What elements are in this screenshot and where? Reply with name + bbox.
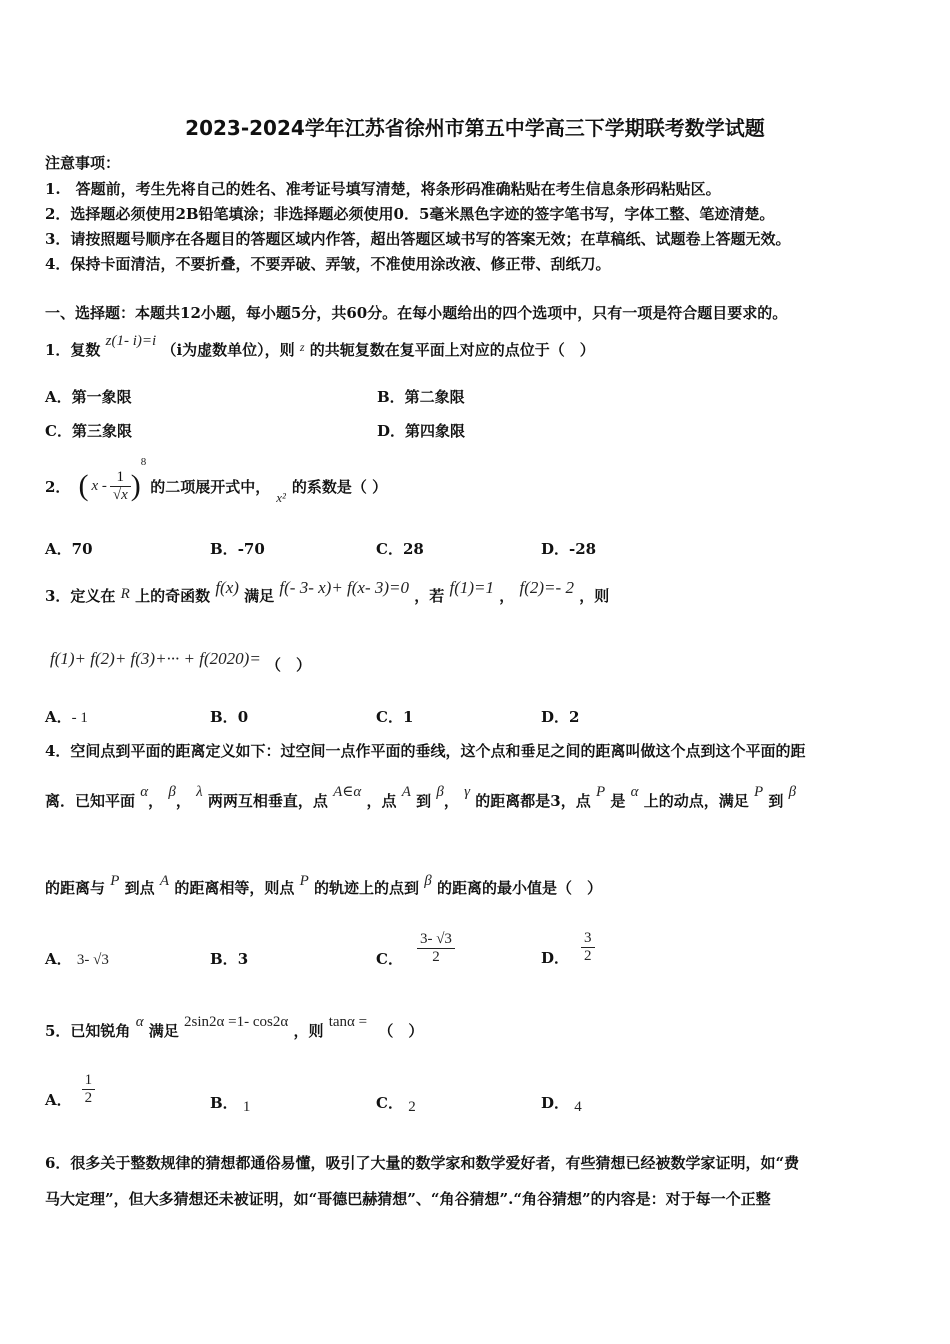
q2-mid: 的二项展开式中， bbox=[150, 477, 271, 496]
q2-term: x² bbox=[276, 490, 286, 505]
q2-exp: 8 bbox=[140, 456, 147, 468]
option-label: C． bbox=[376, 949, 403, 968]
notice-item: 1. 答题前，考生先将自己的姓名、准考证号填写清楚，将条形码准确粘贴在考生信息条形码粘贴区。 bbox=[45, 180, 721, 198]
separator: ， bbox=[148, 792, 164, 810]
q4-option-c[interactable] bbox=[376, 926, 455, 970]
beta-symbol: β bbox=[788, 784, 797, 800]
q4-line-3 bbox=[45, 873, 602, 898]
q4-l3c: 的距离相等，则点 bbox=[174, 879, 295, 897]
q3-sum: f(1)+ f(2)+ f(3)+··· + f(2020)= bbox=[50, 649, 261, 668]
q3-option-c[interactable] bbox=[376, 706, 413, 727]
gamma-symbol: γ bbox=[464, 784, 471, 800]
q2-option-b[interactable] bbox=[210, 538, 265, 559]
option-label: C． bbox=[376, 540, 403, 558]
option-label: B． bbox=[210, 708, 238, 726]
option-label: D． bbox=[541, 708, 570, 726]
option-value: -28 bbox=[569, 540, 597, 558]
q2-option-d[interactable] bbox=[541, 538, 596, 559]
q4-l3a: 的距离与 bbox=[45, 879, 106, 897]
q5-eq: 2sin2α =1- cos2α bbox=[184, 1014, 289, 1030]
left-paren: ( bbox=[78, 469, 89, 502]
q3-prefix: 3．定义在 bbox=[45, 587, 116, 605]
q4-d-fraction bbox=[581, 930, 595, 965]
option-label: D． bbox=[541, 1094, 570, 1112]
q3-t1: 上的奇函数 bbox=[135, 587, 211, 605]
q4-line-1: 4．空间点到平面的距离定义如下：过空间一点作平面的垂线，这个点和垂足之间的距离叫做这个点到这个平面的距 bbox=[45, 742, 806, 760]
point-A: A bbox=[401, 784, 411, 800]
q1-option-b[interactable]: B．第二象限 bbox=[377, 388, 465, 406]
notice-item: 3．请按照题号顺序在各题目的答题区域内作答，超出答题区域书写的答案无效；在草稿纸、试题卷上答题无效。 bbox=[45, 230, 791, 248]
option-value: 1 bbox=[242, 1099, 251, 1115]
frac-den: 2 bbox=[581, 947, 595, 965]
q4-option-b[interactable] bbox=[210, 948, 248, 969]
option-value: 3- √3 bbox=[76, 952, 109, 968]
q5-t1: 满足 bbox=[148, 1022, 179, 1040]
q4-l2g: 上的动点，满足 bbox=[643, 792, 749, 810]
q2-x: x - bbox=[91, 477, 107, 494]
point-P: P bbox=[299, 873, 309, 889]
alpha-symbol: α bbox=[140, 784, 149, 800]
q2-option-c[interactable] bbox=[376, 538, 424, 559]
q4-l2e: 的距离都是3，点 bbox=[475, 792, 591, 810]
q4-line-2 bbox=[45, 784, 797, 811]
point-P: P bbox=[753, 784, 764, 800]
frac-num: 1 bbox=[84, 1071, 93, 1088]
question-5 bbox=[45, 1014, 424, 1041]
option-value: 0 bbox=[237, 708, 249, 726]
q5-option-c[interactable] bbox=[376, 1092, 416, 1113]
lambda-symbol: λ bbox=[196, 784, 203, 800]
q3-paren: （ ） bbox=[266, 656, 312, 674]
q3-option-b[interactable] bbox=[210, 706, 248, 727]
q5-option-d[interactable] bbox=[541, 1092, 582, 1113]
page-title: 2023-2024学年江苏省徐州市第五中学高三下学期联考数学试题 bbox=[185, 116, 765, 140]
option-label: B． bbox=[210, 950, 238, 968]
q1-formula: z(1- i)=i bbox=[105, 333, 157, 349]
separator: ， bbox=[175, 792, 191, 810]
q3-sum-line bbox=[50, 648, 312, 674]
q4-l2h: 到 bbox=[768, 792, 784, 810]
q5-tan: tanα = bbox=[328, 1014, 368, 1030]
option-label: B． bbox=[210, 540, 238, 558]
q3-t3: ，若 bbox=[414, 587, 445, 605]
option-value: 1 bbox=[402, 708, 414, 726]
point-P: P bbox=[595, 784, 606, 800]
q5-paren: （ ） bbox=[378, 1022, 424, 1040]
separator: ， bbox=[443, 792, 459, 810]
option-label: C． bbox=[376, 1094, 403, 1112]
q1-suffix: 的共轭复数在复平面上对应的点位于（ ） bbox=[309, 341, 595, 359]
q6-line-1: 6．很多关于整数规律的猜想都通俗易懂，吸引了大量的数学家和数学爱好者，有些猜想已经被数学家证明，如“费 bbox=[45, 1154, 800, 1172]
option-value: 70 bbox=[71, 540, 93, 558]
option-label: D． bbox=[541, 540, 570, 558]
point-P: P bbox=[110, 873, 120, 889]
q3-R: R bbox=[120, 586, 130, 602]
q4-l2c: ，点 bbox=[366, 792, 397, 810]
option-value: 2 bbox=[569, 708, 580, 726]
notice-heading: 注意事项： bbox=[45, 154, 121, 172]
q4-A-in-alpha: A∈α bbox=[333, 784, 362, 800]
q1-option-a[interactable]: A．第一象限 bbox=[45, 388, 132, 406]
q5-t2: ，则 bbox=[293, 1022, 324, 1040]
right-paren: ) bbox=[130, 469, 141, 502]
q4-option-d[interactable] bbox=[541, 924, 595, 970]
comma: ， bbox=[499, 587, 515, 605]
q2-frac-den: √x bbox=[112, 486, 128, 503]
option-value: 2 bbox=[408, 1099, 416, 1115]
q1-mid: （i为虚数单位），则 bbox=[161, 341, 295, 359]
beta-symbol: β bbox=[436, 784, 444, 800]
point-A: A bbox=[159, 873, 170, 889]
beta-symbol: β bbox=[424, 873, 432, 889]
option-value: - 1 bbox=[71, 710, 88, 726]
frac-den: 2 bbox=[82, 1089, 96, 1107]
q4-l3e: 的距离的最小值是（ ） bbox=[436, 879, 602, 897]
notice-item: 4．保持卡面清洁，不要折叠，不要弄破、弄皱，不准使用涂改液、修正带、刮纸刀。 bbox=[45, 255, 611, 273]
q1-var: z bbox=[299, 340, 305, 354]
question-1 bbox=[45, 333, 595, 360]
q3-option-d[interactable] bbox=[541, 706, 579, 727]
q4-l2b: 两两互相垂直，点 bbox=[207, 792, 328, 810]
option-value: 3 bbox=[237, 950, 249, 968]
beta-symbol: β bbox=[168, 784, 176, 800]
q3-t2: 满足 bbox=[244, 587, 275, 605]
q4-option-a[interactable] bbox=[45, 948, 109, 969]
q3-option-a[interactable] bbox=[45, 706, 88, 727]
q5-option-b[interactable] bbox=[210, 1092, 250, 1113]
q4-l2f: 是 bbox=[610, 792, 626, 810]
question-3 bbox=[45, 578, 610, 606]
question-2 bbox=[45, 458, 387, 514]
frac-num: 3 bbox=[584, 929, 592, 946]
q4-l3b: 到点 bbox=[124, 879, 155, 897]
frac-num: 3- √3 bbox=[417, 931, 455, 949]
section-heading: 一、选择题：本题共12小题，每小题5分，共60分。在每小题给出的四个选项中，只有一项是符合题目要求的。 bbox=[45, 304, 788, 322]
alpha-symbol: α bbox=[630, 784, 639, 800]
option-label: C． bbox=[376, 708, 403, 726]
q3-f2: f(2)=- 2 bbox=[519, 578, 574, 597]
option-label: D． bbox=[541, 948, 570, 967]
q1-option-c[interactable]: C．第三象限 bbox=[45, 422, 132, 440]
option-label: A． bbox=[45, 540, 72, 558]
alpha-symbol: α bbox=[135, 1014, 144, 1030]
q4-l3d: 的轨迹上的点到 bbox=[313, 879, 419, 897]
q2-suffix: 的系数是（ ） bbox=[291, 477, 388, 496]
option-label: A． bbox=[45, 1090, 72, 1109]
q2-frac-num: 1 bbox=[110, 469, 131, 487]
option-value: -70 bbox=[237, 540, 265, 558]
q2-fraction bbox=[110, 469, 131, 504]
q4-l2a: 离．已知平面 bbox=[45, 792, 136, 810]
q3-f1: f(1)=1 bbox=[449, 578, 495, 597]
q5-a-fraction bbox=[82, 1072, 96, 1107]
q3-eq: f(- 3- x)+ f(x- 3)=0 bbox=[279, 578, 410, 597]
q4-l2d: 到 bbox=[416, 792, 432, 810]
option-value: 4 bbox=[574, 1099, 582, 1115]
q5-prefix: 5．已知锐角 bbox=[45, 1022, 131, 1040]
notice-item: 2．选择题必须使用2B铅笔填涂；非选择题必须使用0．5毫米黑色字迹的签字笔书写，字体工整、笔迹清楚。 bbox=[45, 205, 775, 223]
q6-line-2: 马大定理”，但大多猜想还未被证明，如“哥德巴赫猜想”、“角谷猜想”.“角谷猜想”的内容是：对于每一个正整 bbox=[45, 1190, 771, 1208]
q3-fx: f(x) bbox=[215, 578, 239, 597]
q5-option-a[interactable] bbox=[45, 1066, 95, 1112]
frac-den: 2 bbox=[432, 948, 440, 965]
q1-prefix: 1．复数 bbox=[45, 341, 101, 359]
q2-num: 2． bbox=[45, 477, 71, 496]
option-label: A． bbox=[45, 950, 72, 968]
q3-t4: ，则 bbox=[579, 587, 610, 605]
q1-option-d[interactable]: D．第四象限 bbox=[377, 422, 466, 440]
option-label: B． bbox=[210, 1094, 238, 1112]
option-label: A． bbox=[45, 708, 72, 726]
q2-option-a[interactable] bbox=[45, 538, 93, 559]
q4-c-fraction bbox=[417, 931, 455, 966]
option-value: 28 bbox=[402, 540, 424, 558]
